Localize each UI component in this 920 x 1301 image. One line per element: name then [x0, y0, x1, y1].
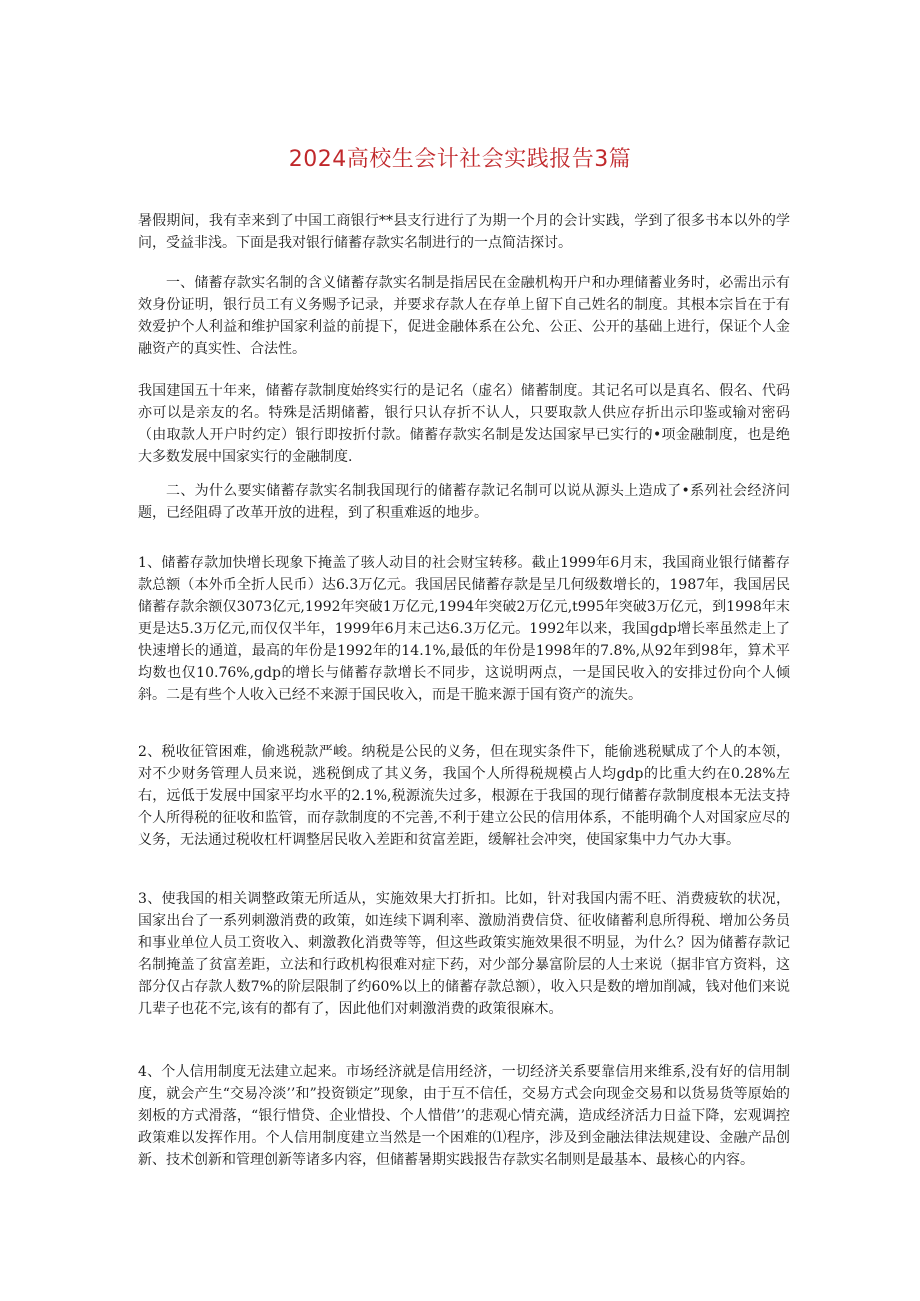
paragraph-section-1: 一、储蓄存款实名制的含义储蓄存款实名制是指居民在金融机构开户和办理储蓄业务时，必需出示有效身份证明，银行员工有义务赐予记录，并要求存款人在存单上留下自己姓名的制度。其根本宗旨在于有效爱护个人利益和维护国家利益的前提下，促进金融体系在公允、公正、公开的基础上进行，保证个人金融资产的真实性、合法性。: [138, 275, 790, 357]
paragraph-point-4: 4、个人信用制度无法建立起来。市场经济就是信用经济，一切经济关系要靠信用来维系,没有好的信用制度，就会产生“交易冷淡’’和”投资锁定”现象，由于互不信任，交易方式会向现金交易和以货易货等原始的刻板的方式滑落，“银行惜贷、企业惜投、个人惜借’’的悲观心情充满，造成经济活力日益下降，宏观调控政策难以发挥作用。个人信用制度建立当然是一个困难的⑴程序，涉及到金融法律法规建设、金融产品创新、技术创新和管理创新等诸多内容，但储蓄暑期实践报告存款实名制则是最基本、最核心的内容。: [138, 1064, 790, 1168]
paragraph-history: 我国建国五十年来，储蓄存款制度始终实行的是记名（虚名）储蓄制度。其记名可以是真名、假名、代码亦可以是亲友的名。特殊是活期储蓄，银行只认存折不认人，只要取款人供应存折出示印鉴或输对密码（由取款人开户时约定）银行即按折付款。储蓄存款实名制是发达国家早已实行的•项金融制度，也是绝大多数发展中国家实行的金融制度.: [138, 383, 790, 465]
paragraph-point-3: 3、使我国的相关调整政策无所适从，实施效果大打折扣。比如，针对我国内需不旺、消费疲软的状况，国家出台了一系列刺激消费的政策，如连续下调利率、激励消费信贷、征收储蓄利息所得税、增加公务员和事业单位人员工资收入、刺激教化消费等等，但这些政策实施效果很不明显，为什么？因为储蓄存款记名制掩盖了贫富差距，立法和行政机构很难对症下药，对少部分暴富阶层的人士来说（据非官方资料，这部分仅占存款人数7%的阶层限制了约60%以上的储蓄存款总额），收入只是数的增加削减，钱对他们来说几辈子也花不完,该有的都有了，因此他们对刺激消费的政策很麻木。: [138, 891, 790, 1017]
document-title: 2024高校生会计社会实践报告3篇: [288, 147, 632, 172]
paragraph-point-2: 2、税收征管困难，偷逃税款严峻。纳税是公民的义务，但在现实条件下，能偷逃税赋成了个人的本领，对不少财务管理人员来说，逃税倒成了其义务，我国个人所得税规模占人均gdp的比重大约在0.28%左右，远低于发展中国家平均水平的2.1%,税源流失过多，根源在于我国的现行储蓄存款制度根本无法支持个人所得税的征收和监管，而存款制度的不完善,不利于建立公民的信用体系，不能明确个人对国家应尽的义务，无法通过税收杠杆调整居民收入差距和贫富差距，缓解社会冲突，使国家集中力气办大事。: [138, 744, 790, 848]
paragraph-point-1: 1、储蓄存款加快增长现象下掩盖了骇人动目的社会财宝转移。截止1999年6月末，我国商业银行储蓄存款总额（本外币全折人民币）达6.3万亿元。我国居民储蓄存款是呈几何级数增长的，1987年，我国居民储蓄存款余额仅3073亿元,1992年突破1万亿元,1994年突破2万亿元,t995年突破3万亿元，到1998年末更是达5.3万亿元,而仅仅半年，1999年6月末己达6.3万亿元。1992年以来，我国gdp增长率虽然走上了快速增长的通道，最高的年份是1992年的14.1%,最低的年份是1998年的7.8%,从92年到98年，算术平均数也仅10.76%,gdp的增长与储蓄存款增长不同步，这说明两点，一是国民收入的安排过份向个人倾斜。二是有些个人收入已经不来源于国民收入，而是干脆来源于国有资产的流失。: [138, 555, 790, 703]
paragraph-intro: 暑假期间，我有幸来到了中国工商银行**县支行进行了为期一个月的会计实践，学到了很多书本以外的学问，受益非浅。下面是我对银行储蓄存款实名制进行的一点简洁探讨。: [138, 213, 790, 251]
paragraph-section-2: 二、为什么要实储蓄存款实名制我国现行的储蓄存款记名制可以说从源头上造成了•系列社会经济问题，已经阻碍了改革开放的进程，到了积重难返的地步。: [138, 483, 790, 521]
